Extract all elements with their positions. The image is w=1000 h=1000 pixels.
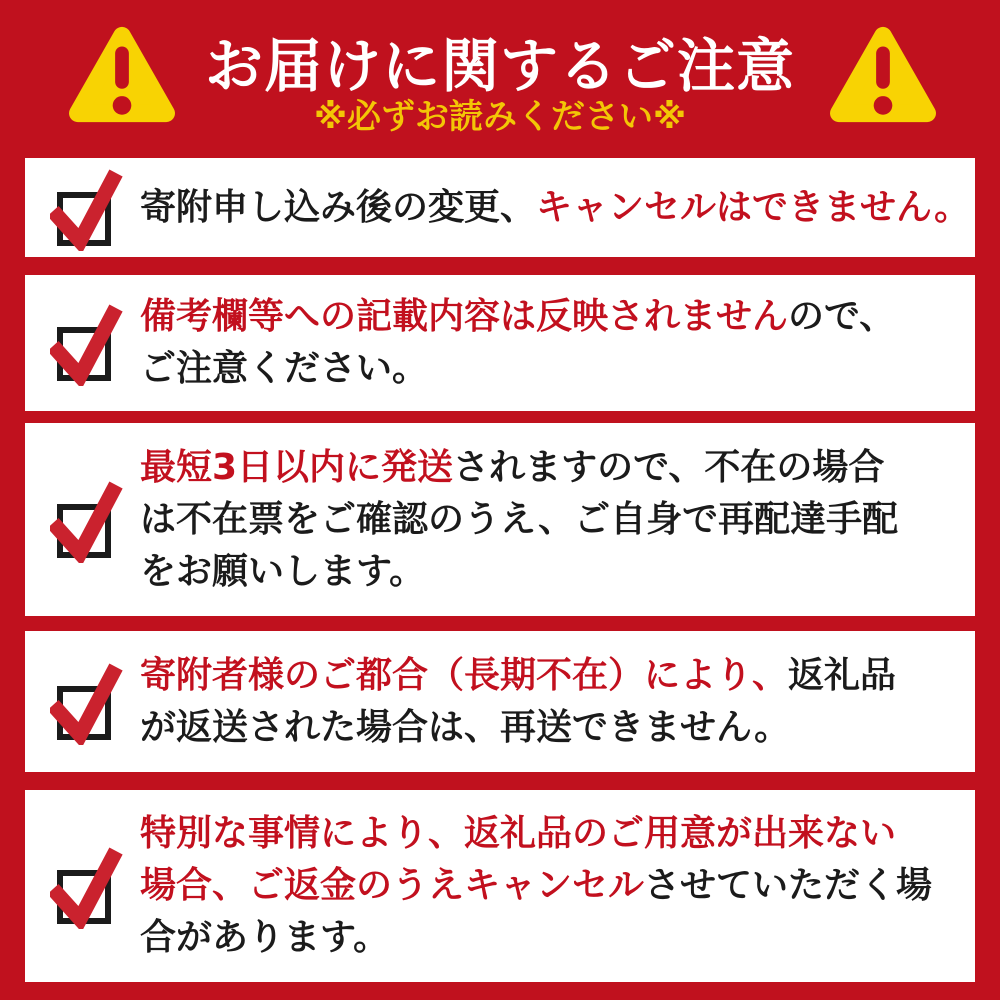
notice-card: [25, 790, 975, 982]
notice-line: [140, 650, 961, 702]
notice-text: [140, 650, 975, 754]
notice-card: [25, 631, 975, 772]
checkbox-checked-icon: [25, 477, 140, 563]
notice-line: [140, 291, 961, 343]
notice-segment: 場合、ご返金のうえキャンセル: [140, 865, 645, 906]
notice-line: [140, 494, 961, 546]
notice-segment: をお願いします。: [140, 550, 426, 592]
notice-text: [140, 291, 975, 395]
notice-segment: されますので、不在の場合: [453, 446, 885, 488]
notice-segment: させていただく場: [644, 865, 933, 906]
notice-text: [140, 808, 975, 964]
notice-line: [140, 860, 961, 912]
notice-line: [140, 182, 970, 234]
notice-segment: 寄附申し込み後の変更、: [140, 186, 537, 228]
notice-segment: 特別な事情により、返礼品のご用意が出来ない: [140, 813, 897, 854]
notice-segment: 返礼品: [788, 654, 897, 696]
notice-line: [140, 702, 961, 754]
notice-card: [25, 275, 975, 411]
checkbox-checked-icon: [25, 300, 140, 386]
notice-line: [140, 343, 961, 395]
notice-segment: ので、: [788, 296, 896, 337]
checkbox-checked-icon: [25, 843, 140, 929]
notice-segment: 合があります。: [140, 917, 390, 958]
checkbox-checked-icon: [25, 659, 140, 745]
notice-card: [25, 158, 975, 257]
notice-line: [140, 912, 961, 964]
checkbox-checked-icon: [25, 165, 140, 251]
notice-segment: 備考欄等への記載内容は反映されません: [140, 296, 789, 337]
notice-line: [140, 442, 961, 494]
page-title: お届けに関するご注意: [204, 32, 795, 100]
notice-segment: 最短3日以内に発送: [140, 446, 454, 488]
notice-segment: が返送された場合は、再送できません。: [140, 706, 791, 748]
warning-triangle-icon: [827, 23, 939, 127]
notice-line: [140, 546, 961, 598]
notice-segment: 寄附者様のご都合（長期不在）により、: [140, 654, 789, 696]
notice-segment: は不在票をご確認のうえ、ご自身で再配達手配: [140, 498, 899, 540]
notice-card: [25, 423, 975, 616]
header-subtitle: ※必ずお読みください※: [313, 97, 687, 137]
header: [0, 0, 1000, 158]
notice-segment: キャンセルはできません。: [536, 186, 971, 228]
notice-text: [140, 182, 984, 234]
notice-text: [140, 442, 975, 598]
notice-line: [140, 808, 961, 860]
notice-segment: ご注意ください。: [140, 348, 429, 389]
